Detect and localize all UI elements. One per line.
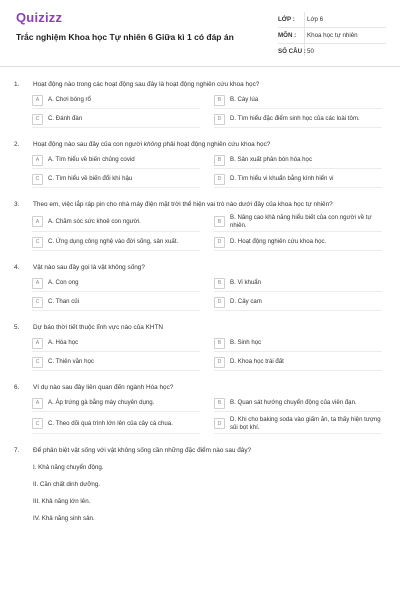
option-letter-box: A bbox=[32, 338, 43, 349]
question-number: 7. bbox=[14, 447, 20, 454]
question-line bbox=[0, 134, 400, 149]
question-text-emphasis: không bbox=[143, 141, 162, 148]
meta-value: 50 bbox=[307, 48, 314, 55]
question-2 bbox=[0, 134, 400, 188]
option-letter-box: B bbox=[214, 216, 225, 227]
option-text: B. Sản xuất phân bón hóa học bbox=[230, 156, 312, 164]
option-letter-box: A bbox=[32, 216, 43, 227]
option-text: B. Sinh học bbox=[230, 339, 262, 347]
meta-value: Lớp 6 bbox=[307, 16, 324, 23]
question-number: 3. bbox=[14, 201, 20, 208]
option-text: B. Quan sát hướng chuyển động của viên đạn. bbox=[230, 399, 357, 407]
option-b[interactable] bbox=[214, 395, 382, 412]
option-text: A. Hóa học bbox=[48, 339, 79, 347]
option-list bbox=[0, 335, 382, 371]
option-b[interactable] bbox=[214, 152, 382, 169]
option-letter-box: C bbox=[32, 357, 43, 368]
worksheet-header bbox=[0, 0, 400, 70]
option-text: D. Khi cho baking soda vào giấm ăn, ta thấy hiện tượng sủi bọt khí. bbox=[230, 416, 381, 431]
option-text: C. Than củi bbox=[48, 298, 80, 306]
header-divider bbox=[0, 66, 400, 67]
question-text: Theo em, việc lắp ráp pin cho nhà máy điện mặt trời thể hiện vai trò nào dưới đây của khoa học tự nhiên? bbox=[33, 201, 333, 208]
question-7 bbox=[0, 440, 400, 527]
option-letter-box: D bbox=[214, 418, 225, 429]
option-text: B. Nâng cao khả năng hiểu biết của con người về tự nhiên. bbox=[230, 214, 372, 229]
question-text: Dự báo thời tiết thuộc lĩnh vực nào của KHTN bbox=[33, 324, 163, 331]
option-letter-box: C bbox=[32, 237, 43, 248]
option-text: A. Chơi bóng rổ bbox=[48, 96, 91, 104]
option-list bbox=[0, 152, 382, 188]
option-text: D. Cây cam bbox=[230, 298, 262, 306]
question-6 bbox=[0, 377, 400, 434]
option-text: A. Tìm hiểu về biến chủng covid bbox=[48, 156, 135, 164]
option-letter-box: C bbox=[32, 114, 43, 125]
option-letter-box: A bbox=[32, 155, 43, 166]
question-line bbox=[0, 257, 400, 272]
option-d[interactable] bbox=[214, 111, 382, 128]
option-a[interactable] bbox=[32, 335, 200, 352]
option-a[interactable] bbox=[32, 212, 200, 232]
option-list bbox=[0, 275, 382, 311]
option-letter-box: D bbox=[214, 114, 225, 125]
option-letter-box: D bbox=[214, 174, 225, 185]
option-c[interactable] bbox=[32, 111, 200, 128]
question-text-before: Hoạt động nào sau đây của con người bbox=[33, 141, 144, 148]
option-text: A. Áp trứng gà bằng máy chuyên dụng. bbox=[48, 399, 155, 407]
question-text bbox=[33, 141, 400, 149]
option-d[interactable] bbox=[214, 234, 382, 251]
question-number: 2. bbox=[14, 141, 20, 148]
statement-item: I. Khả năng chuyển động. bbox=[33, 464, 104, 471]
question-number: 1. bbox=[14, 81, 20, 88]
option-letter-box: D bbox=[214, 237, 225, 248]
question-line bbox=[0, 194, 400, 209]
question-number: 4. bbox=[14, 264, 20, 271]
meta-row-subject bbox=[278, 28, 386, 44]
question-3 bbox=[0, 194, 400, 251]
option-list bbox=[0, 92, 382, 128]
statement-item: II. Cần chất dinh dưỡng. bbox=[33, 481, 101, 488]
option-letter-box: A bbox=[32, 278, 43, 289]
option-letter-box: B bbox=[214, 95, 225, 106]
option-b[interactable] bbox=[214, 92, 382, 109]
option-text: B. Cày lúa bbox=[230, 96, 259, 104]
option-letter-box: B bbox=[214, 398, 225, 409]
question-line bbox=[0, 377, 400, 392]
option-letter-box: D bbox=[214, 297, 225, 308]
option-letter-box: B bbox=[214, 338, 225, 349]
statement-item: III. Khả năng lớn lên. bbox=[33, 498, 91, 505]
option-c[interactable] bbox=[32, 171, 200, 188]
option-text: C. Tìm hiểu về biến đổi khí hậu bbox=[48, 175, 133, 183]
option-text: D. Hoạt động nghiên cứu khoa học. bbox=[230, 238, 327, 246]
meta-row-count bbox=[278, 44, 386, 59]
option-d[interactable] bbox=[214, 171, 382, 188]
option-text: D. Tìm hiểu vi khuẩn bằng kính hiển vi bbox=[230, 175, 334, 183]
question-4 bbox=[0, 257, 400, 311]
question-number: 5. bbox=[14, 324, 20, 331]
option-c[interactable] bbox=[32, 414, 200, 434]
question-5 bbox=[0, 317, 400, 371]
statement-list bbox=[0, 459, 400, 527]
option-letter-box: B bbox=[214, 155, 225, 166]
question-text: Vật nào sau đây gọi là vật không sống? bbox=[33, 264, 145, 271]
option-text: A. Chăm sóc sức khoẻ con người. bbox=[48, 217, 141, 225]
option-letter-box: A bbox=[32, 398, 43, 409]
question-list bbox=[0, 74, 400, 533]
meta-key: MÔN : bbox=[278, 32, 297, 39]
option-c[interactable] bbox=[32, 354, 200, 371]
option-text: C. Ứng dụng công nghệ vào đời sống, sản xuất. bbox=[48, 238, 179, 246]
option-letter-box: C bbox=[32, 297, 43, 308]
option-a[interactable] bbox=[32, 152, 200, 169]
option-d[interactable] bbox=[214, 354, 382, 371]
question-text: Hoạt động nào trong các hoạt động sau đây là hoạt động nghiên cứu khoa học? bbox=[33, 81, 260, 88]
option-letter-box: D bbox=[214, 357, 225, 368]
option-text: C. Thiên văn học bbox=[48, 358, 94, 366]
question-1 bbox=[0, 74, 400, 128]
statement-item: IV. Khả năng sinh sản. bbox=[33, 515, 95, 522]
option-list bbox=[0, 395, 382, 434]
option-d[interactable] bbox=[214, 414, 382, 434]
option-letter-box: A bbox=[32, 95, 43, 106]
meta-value: Khoa học tự nhiên bbox=[307, 32, 358, 39]
question-line bbox=[0, 317, 400, 332]
meta-key: LỚP : bbox=[278, 16, 295, 23]
meta-row-class bbox=[278, 12, 386, 28]
option-text: D. Tìm hiểu đặc điểm sinh học của các loài tôm. bbox=[230, 115, 360, 123]
question-text: Để phân biệt vật sống với vật không sống cần những đặc điểm nào sau đây? bbox=[33, 447, 252, 454]
worksheet-meta bbox=[278, 12, 386, 59]
option-a[interactable] bbox=[32, 275, 200, 292]
question-line bbox=[0, 74, 400, 89]
option-text: C. Đánh đàn bbox=[48, 115, 83, 123]
option-letter-box: B bbox=[214, 278, 225, 289]
quizizz-logo: Quizizz bbox=[16, 10, 63, 25]
option-text: A. Con ong bbox=[48, 279, 79, 287]
option-c[interactable] bbox=[32, 294, 200, 311]
option-text: C. Theo dõi quá trình lớn lên của cây cà chua. bbox=[48, 419, 173, 427]
question-line bbox=[0, 440, 400, 455]
option-a[interactable] bbox=[32, 92, 200, 109]
option-text: D. Khoa học trái đất bbox=[230, 358, 284, 366]
option-letter-box: C bbox=[32, 174, 43, 185]
worksheet-title: Trắc nghiệm Khoa học Tự nhiên 6 Giữa kì 1 có đáp án bbox=[16, 32, 234, 42]
question-text-after: phải hoạt động nghiên cứu khoa học? bbox=[161, 141, 271, 148]
question-number: 6. bbox=[14, 384, 20, 391]
option-text: B. Vi khuẩn bbox=[230, 279, 262, 287]
option-d[interactable] bbox=[214, 294, 382, 311]
meta-key: SỐ CÂU : bbox=[278, 48, 306, 55]
option-b[interactable] bbox=[214, 335, 382, 352]
option-b[interactable] bbox=[214, 212, 382, 232]
option-b[interactable] bbox=[214, 275, 382, 292]
option-a[interactable] bbox=[32, 395, 200, 412]
option-c[interactable] bbox=[32, 234, 200, 251]
option-list bbox=[0, 212, 382, 251]
question-text: Ví dụ nào sau đây liên quan đến ngành Hóa học? bbox=[33, 384, 174, 391]
option-letter-box: C bbox=[32, 418, 43, 429]
